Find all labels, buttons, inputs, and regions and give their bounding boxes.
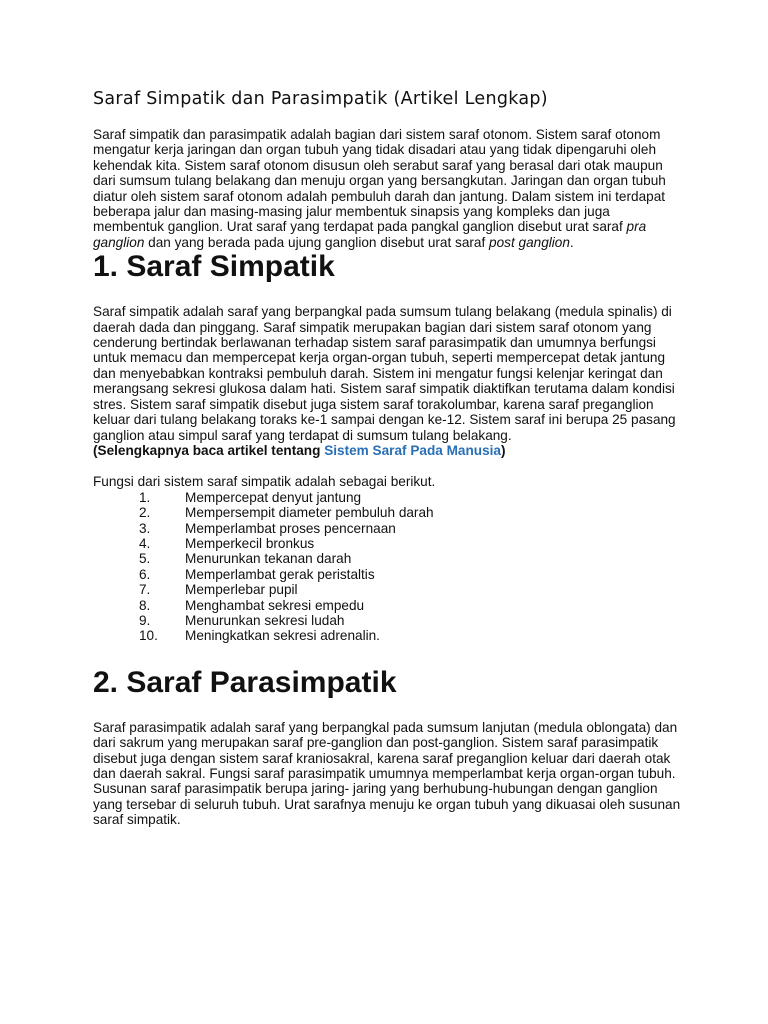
list-item-number: 6.: [139, 566, 151, 582]
list-item-number: 2.: [139, 505, 151, 521]
list-item: [93, 628, 683, 643]
read-more-note: [93, 443, 683, 458]
list-item-text: Memperlambat proses pencernaan: [185, 520, 396, 536]
fungsi-intro: Fungsi dari sistem saraf simpatik adalah sebagai berikut.: [93, 474, 436, 490]
intro-italic-pra-ganglion: pra ganglion: [93, 219, 647, 250]
list-item-number: 5.: [139, 551, 151, 567]
list-item: [93, 567, 683, 582]
list-item-text: Menurunkan sekresi ludah: [185, 612, 345, 628]
intro-text-1: Saraf simpatik dan parasimpatik adalah bagian dari sistem saraf otonom. Sistem saraf otonom mengatur kerja jaringan dan organ tubuh yang tidak disadari atau yang tidak dipengaruhi oleh kehendak kita. Sistem saraf otonom disusun oleh serabut saraf yang berasal dari otak maupun dari sumsum tulang belakang dan menuju organ yang bersangkutan. Jaringan dan organ tubuh diatur oleh sistem saraf otonom adalah pembuluh darah dan jantung. Dalam sistem ini terdapat beberapa jalur dan masing-masing jalur membentuk sinapsis yang kompleks dan juga membentuk ganglion. Urat saraf yang terdapat pada pangkal ganglion disebut urat saraf: [93, 127, 666, 235]
list-item: [93, 582, 683, 597]
list-item-text: Mempersempit diameter pembuluh darah: [185, 505, 434, 521]
document-page: [93, 88, 683, 828]
list-item-text: Memperlebar pupil: [185, 582, 298, 598]
list-item-text: Memperlambat gerak peristaltis: [185, 566, 375, 582]
list-item-text: Memperkecil bronkus: [185, 535, 315, 551]
list-item-number: 3.: [139, 520, 151, 536]
list-item-number: 8.: [139, 597, 151, 613]
list-item-text: Meningkatkan sekresi adrenalin.: [185, 628, 380, 644]
list-item-number: 1.: [139, 489, 151, 505]
parasimpatik-paragraph: Saraf parasimpatik adalah saraf yang berpangkal pada sumsum lanjutan (medula oblongata) dan dari sakrum yang merupakan saraf pre-ganglion dan post-ganglion. Sistem saraf parasimpatik disebut juga dengan sistem saraf kraniosakral, karena saraf preganglion keluar dari daerah otak dan daerah sakral. Fungsi saraf parasimpatik umumnya memperlambat kerja organ-organ tubuh. Susunan saraf parasimpatik berupa jaring- jaring yang berhubung-hubungan dengan ganglion yang tersebar di seluruh tubuh. Urat sarafnya menuju ke organ tubuh yang dikuasai oleh susunan saraf simpatik.: [93, 719, 681, 828]
section-heading-parasimpatik: 2. Saraf Parasimpatik: [93, 665, 397, 699]
list-item-text: Menurunkan tekanan darah: [185, 551, 352, 567]
intro-text-2: dan yang berada pada ujung ganglion disebut urat saraf: [144, 234, 490, 250]
intro-italic-post-ganglion: post ganglion: [489, 234, 570, 250]
list-item-text: Menghambat sekresi empedu: [185, 597, 365, 613]
list-item-text: Mempercepat denyut jantung: [185, 489, 362, 505]
sistem-saraf-link[interactable]: Sistem Saraf Pada Manusia: [324, 442, 501, 458]
document-title: Saraf Simpatik dan Parasimpatik (Artikel Lengkap): [93, 89, 548, 109]
list-item: [93, 490, 683, 505]
list-item: [93, 613, 683, 628]
list-item: [93, 598, 683, 613]
list-item: [93, 505, 683, 520]
list-item-number: 7.: [139, 582, 151, 598]
list-item: [93, 521, 683, 536]
simpatik-paragraph: Saraf simpatik adalah saraf yang berpangkal pada sumsum tulang belakang (medula spinalis) di daerah dada dan pinggang. Saraf simpatik merupakan bagian dari sistem saraf otonom yang cenderung bertindak berlawanan terhadap sistem saraf parasimpatik dan umumnya berfungsi untuk memacu dan mempercepat kerja organ-organ tubuh, seperti mempercepat detak jantung dan menyebabkan kontraksi pembuluh darah. Sistem ini mengatur fungsi kelenjar keringat dan merangsang sekresi glukosa dalam hati. Sistem saraf simpatik diaktifkan terutama dalam kondisi stres. Sistem saraf simpatik disebut juga sistem saraf torakolumbar, karena saraf preganglion keluar dari tulang belakang toraks ke-1 sampai dengan ke-12. Sistem saraf ini berupa 25 pasang ganglion atau simpul saraf yang terdapat di sumsum tulang belakang.: [93, 304, 676, 443]
read-more-suffix: ): [500, 442, 506, 458]
intro-paragraph: [93, 127, 683, 250]
list-item: [93, 536, 683, 551]
list-item-number: 9.: [139, 612, 151, 628]
intro-text-3: .: [569, 234, 574, 250]
read-more-prefix: (Selengkapnya baca artikel tentang: [93, 442, 325, 458]
list-item-number: 10.: [139, 628, 158, 644]
list-item-number: 4.: [139, 535, 151, 551]
list-item: [93, 551, 683, 566]
section-heading-simpatik: 1. Saraf Simpatik: [93, 250, 335, 284]
fungsi-list: [93, 490, 683, 644]
